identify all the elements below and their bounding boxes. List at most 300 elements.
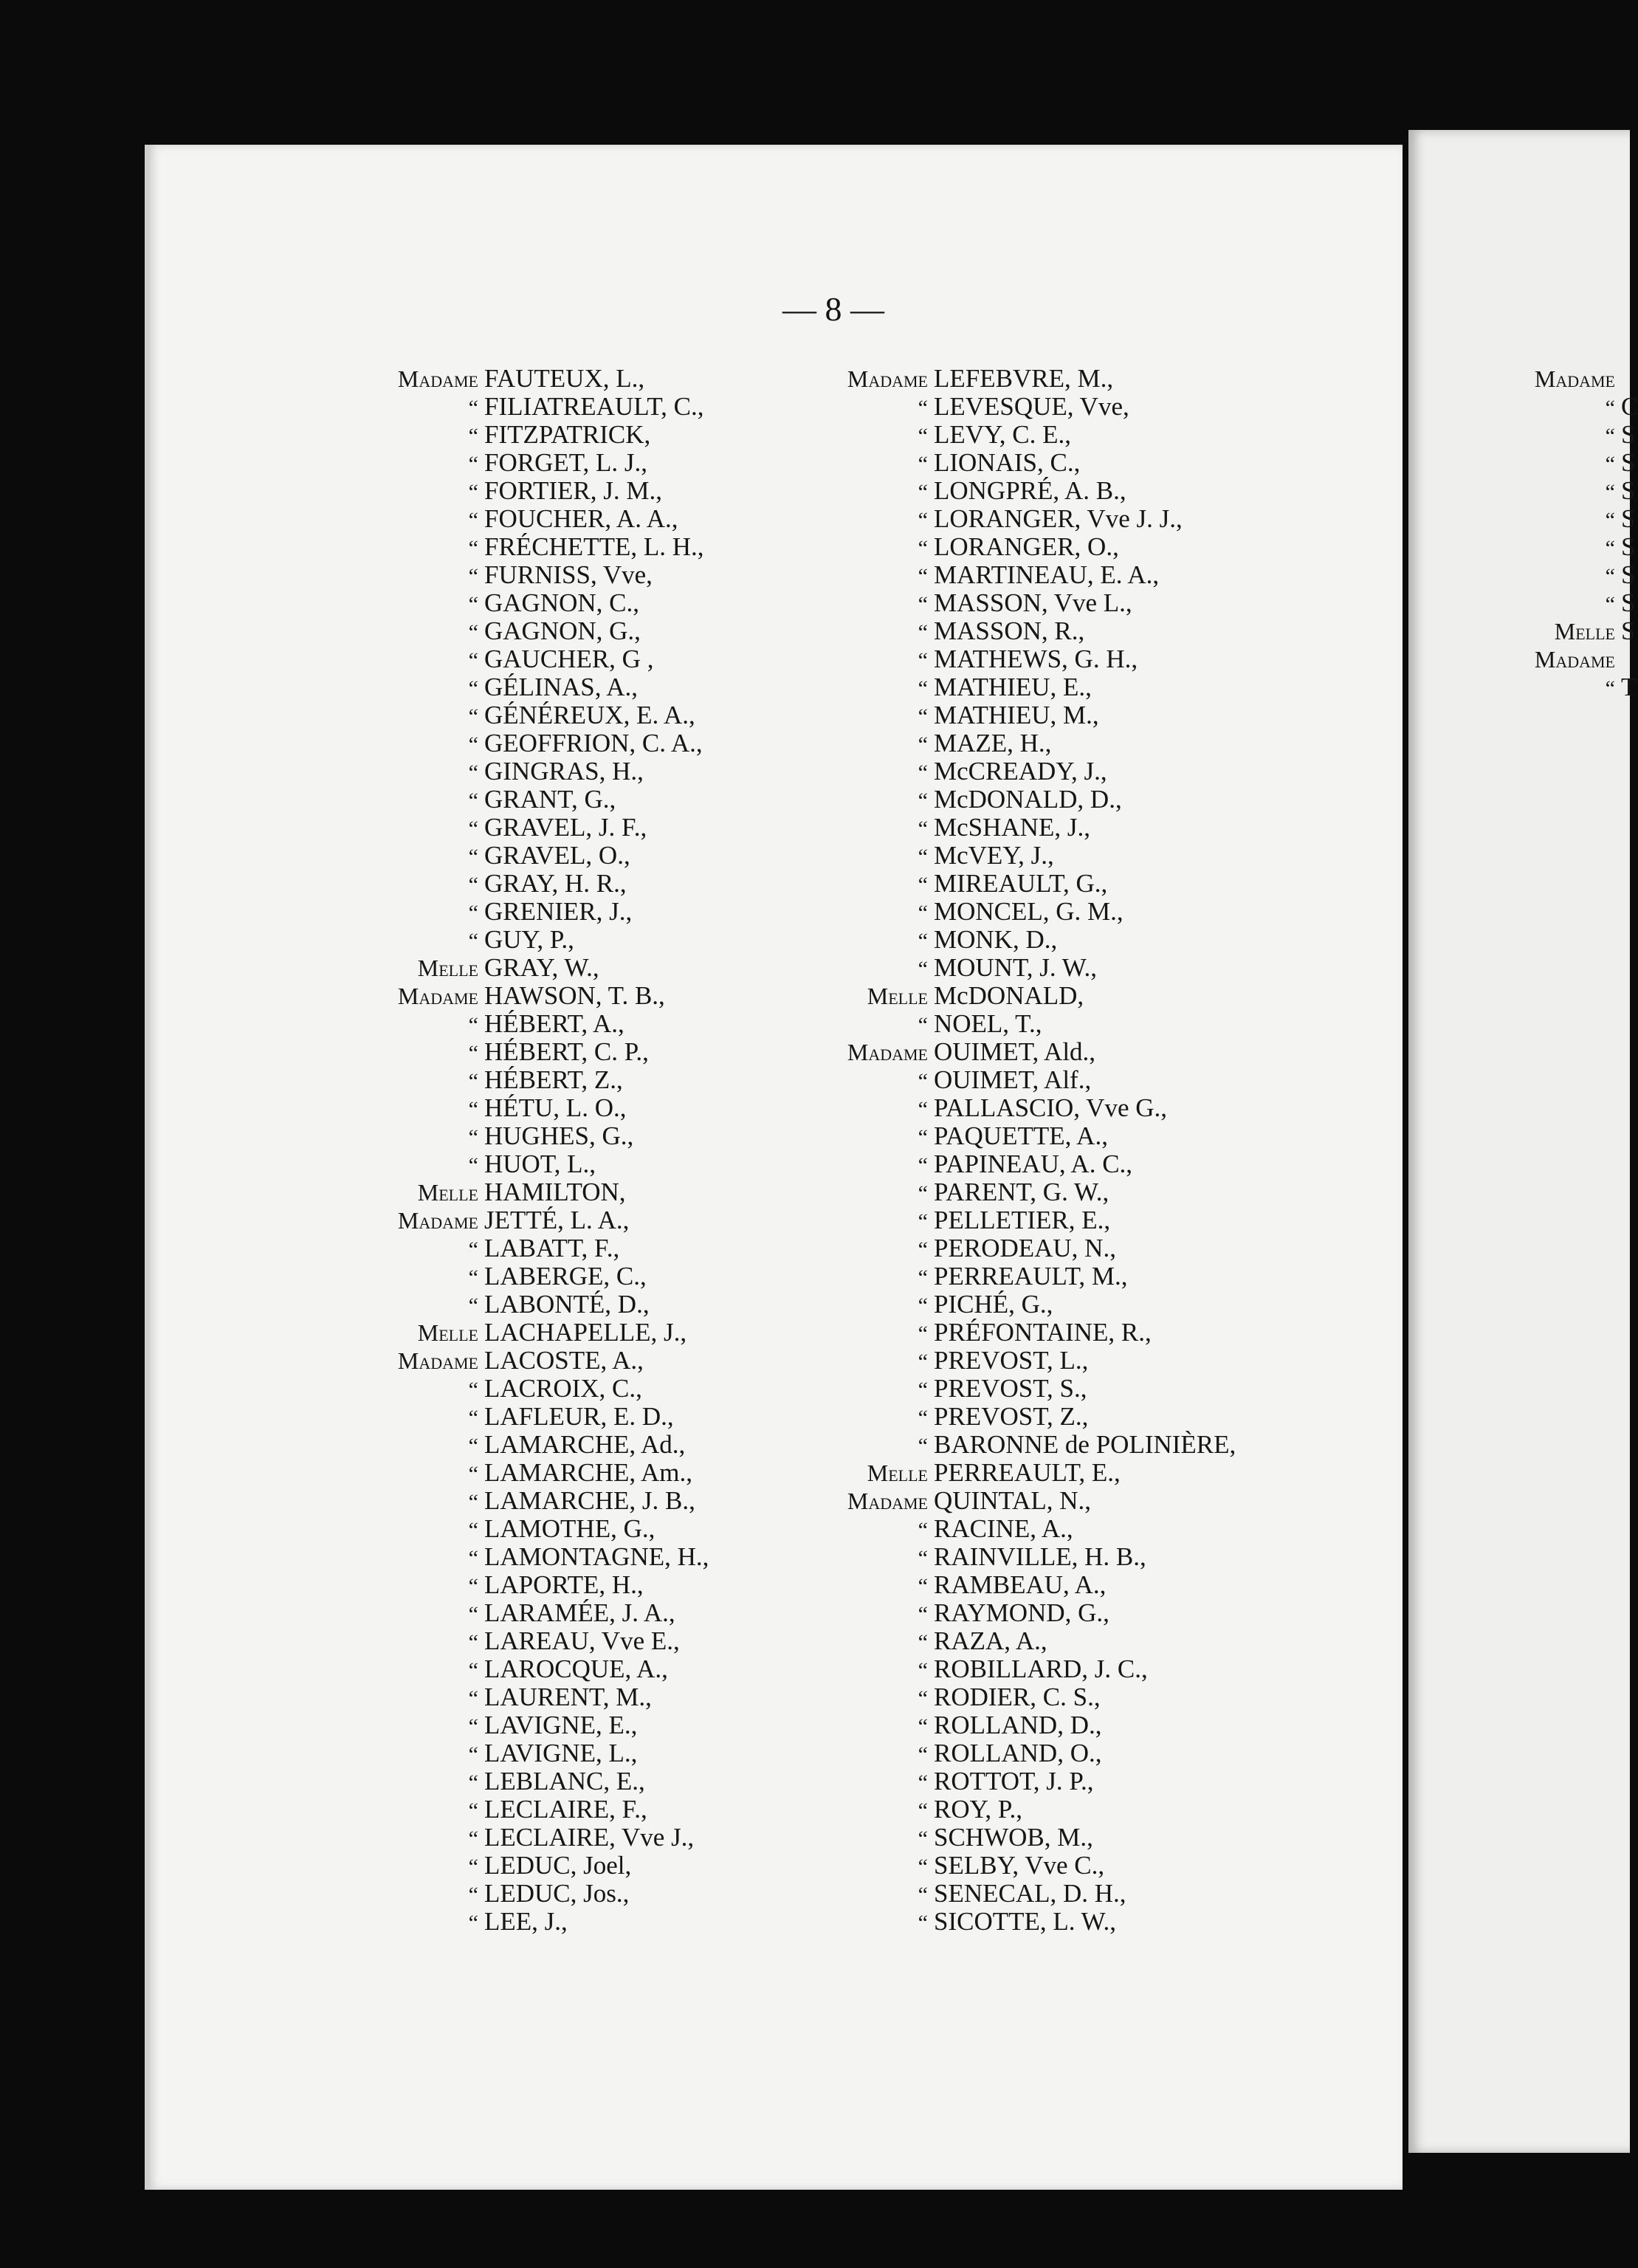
list-item [384, 1880, 709, 1908]
list-item [384, 477, 709, 505]
list-item [1521, 505, 1638, 533]
list-item [384, 1375, 709, 1403]
member-name: S [1621, 532, 1636, 561]
list-item [838, 1711, 1236, 1739]
ditto-mark: “ [1605, 396, 1615, 420]
member-name: MIREAULT, G., [934, 869, 1108, 898]
member-name: LAVIGNE, E., [484, 1711, 638, 1739]
list-item [384, 1487, 709, 1515]
ditto-mark: “ [468, 452, 478, 476]
member-name: ROLLAND, O., [934, 1739, 1102, 1767]
member-name: GRAY, W., [484, 953, 599, 982]
member-name: GAUCHER, G , [484, 645, 654, 673]
list-item [838, 673, 1236, 701]
list-item [838, 1908, 1236, 1936]
list-item [838, 1655, 1236, 1683]
ditto-mark: “ [918, 1714, 928, 1739]
list-item [838, 1122, 1236, 1150]
member-name: GÉLINAS, A., [484, 673, 639, 701]
member-name: PARENT, G. W., [934, 1178, 1109, 1206]
ditto-mark: “ [918, 676, 928, 701]
list-item [384, 982, 709, 1010]
list-item [384, 701, 709, 729]
list-item [384, 954, 709, 982]
ditto-mark: “ [468, 732, 478, 757]
list-item [838, 1038, 1236, 1066]
ditto-mark: “ [918, 1686, 928, 1711]
title-prefix: Melle [417, 955, 478, 981]
list-item [384, 1066, 709, 1094]
member-name: MATHEWS, G. H., [934, 645, 1138, 673]
ditto-mark: “ [918, 760, 928, 785]
member-name: HÉBERT, Z., [484, 1065, 623, 1094]
list-item [838, 1571, 1236, 1599]
list-item [384, 365, 709, 393]
ditto-mark: “ [918, 1770, 928, 1795]
member-name: FOUCHER, A. A., [484, 504, 678, 533]
list-item [838, 617, 1236, 645]
member-name: S [1621, 588, 1636, 617]
member-name: LACROIX, C., [484, 1374, 642, 1403]
member-name: S [1621, 476, 1636, 505]
ditto-mark: “ [918, 452, 928, 476]
list-item [1521, 477, 1638, 505]
ditto-mark: “ [918, 1911, 928, 1935]
member-name: LEE, J., [484, 1907, 568, 1936]
title-prefix: Madame [397, 1347, 478, 1374]
list-item [1521, 393, 1638, 421]
list-item [838, 982, 1236, 1010]
column-2 [838, 365, 1236, 1936]
member-name: GEOFFRION, C. A., [484, 729, 703, 757]
member-name: JETTÉ, L. A., [484, 1206, 630, 1234]
list-item [838, 842, 1236, 870]
ditto-mark: “ [468, 1490, 478, 1514]
member-name: MOUNT, J. W., [934, 953, 1098, 982]
list-item [838, 1880, 1236, 1908]
list-item [838, 1262, 1236, 1291]
ditto-mark: “ [468, 1742, 478, 1767]
ditto-mark: “ [468, 929, 478, 953]
ditto-mark: “ [918, 424, 928, 448]
member-name: GRAVEL, J. F., [484, 813, 647, 842]
member-name: S [1621, 448, 1636, 477]
member-name: LAMONTAGNE, H., [484, 1542, 709, 1571]
title-prefix: Melle [1554, 618, 1615, 645]
member-name: GINGRAS, H., [484, 757, 644, 786]
ditto-mark: “ [918, 1518, 928, 1542]
member-name: GÉNÉREUX, E. A., [484, 701, 695, 729]
list-item [384, 926, 709, 954]
member-name: GAGNON, G., [484, 616, 641, 645]
list-item [838, 1010, 1236, 1038]
list-item [838, 1234, 1236, 1262]
list-item [1521, 533, 1638, 561]
list-item [838, 1796, 1236, 1824]
member-name: McDONALD, D., [934, 785, 1122, 814]
list-item [384, 1571, 709, 1599]
member-name: GRENIER, J., [484, 897, 633, 926]
member-name: LECLAIRE, F., [484, 1795, 647, 1824]
member-name: MATHIEU, E., [934, 673, 1092, 701]
title-prefix: Madame [847, 1039, 928, 1065]
title-prefix: Melle [867, 983, 928, 1009]
member-name: MONCEL, G. M., [934, 897, 1123, 926]
ditto-mark: “ [468, 1097, 478, 1121]
member-name: McCREADY, J., [934, 757, 1107, 786]
list-item [384, 1739, 709, 1767]
member-name: LACOSTE, A., [484, 1346, 644, 1375]
list-item [384, 1599, 709, 1627]
title-prefix: Madame [1534, 365, 1615, 392]
member-name: PREVOST, S., [934, 1374, 1087, 1403]
list-item [384, 757, 709, 786]
ditto-mark: “ [468, 1770, 478, 1795]
list-item [838, 449, 1236, 477]
ditto-mark: “ [468, 817, 478, 841]
member-name: LEDUC, Joel, [484, 1851, 632, 1880]
member-name: OUIMET, Ald., [934, 1037, 1096, 1066]
list-item [838, 589, 1236, 617]
list-item [838, 1739, 1236, 1767]
list-item [838, 1206, 1236, 1234]
member-name: T [1621, 673, 1637, 701]
list-item [838, 954, 1236, 982]
ditto-mark: “ [468, 564, 478, 588]
member-name: HÉTU, L. O., [484, 1093, 627, 1122]
list-item [838, 1431, 1236, 1459]
member-name: LAFLEUR, E. D., [484, 1402, 674, 1431]
list-item [384, 617, 709, 645]
list-item [384, 1655, 709, 1683]
list-item [384, 1150, 709, 1178]
ditto-mark: “ [468, 1658, 478, 1683]
member-name: FITZPATRICK, [484, 420, 651, 449]
ditto-mark: “ [918, 873, 928, 897]
ditto-mark: “ [918, 1574, 928, 1598]
list-item [838, 1627, 1236, 1655]
list-item [838, 701, 1236, 729]
list-item [384, 1178, 709, 1206]
ditto-mark: “ [468, 1574, 478, 1598]
member-name: McDONALD, [934, 981, 1084, 1010]
member-name: C [1621, 392, 1638, 421]
title-prefix: Madame [1534, 646, 1615, 673]
member-name: LARAMÉE, J. A., [484, 1598, 675, 1627]
ditto-mark: “ [1605, 536, 1615, 560]
ditto-mark: “ [918, 1827, 928, 1851]
ditto-mark: “ [918, 704, 928, 729]
member-name: MASSON, R., [934, 616, 1085, 645]
member-name: FORTIER, J. M., [484, 476, 662, 505]
member-name: LEVESQUE, Vve, [934, 392, 1129, 421]
list-item [384, 1796, 709, 1824]
member-name: RODIER, C. S., [934, 1683, 1101, 1711]
member-name: GUY, P., [484, 925, 574, 954]
list-item [838, 757, 1236, 786]
ditto-mark: “ [468, 1125, 478, 1150]
list-item [838, 814, 1236, 842]
ditto-mark: “ [918, 536, 928, 560]
member-name: S [1621, 560, 1636, 589]
list-item [384, 1094, 709, 1122]
list-item [838, 421, 1236, 449]
member-name: HAWSON, T. B., [484, 981, 665, 1010]
list-item [838, 1319, 1236, 1347]
list-item [1521, 561, 1638, 589]
member-name: RAZA, A., [934, 1626, 1047, 1655]
member-name: PERREAULT, M., [934, 1262, 1128, 1291]
ditto-mark: “ [468, 620, 478, 645]
ditto-mark: “ [918, 592, 928, 616]
ditto-mark: “ [918, 1742, 928, 1767]
member-name: SENECAL, D. H., [934, 1879, 1126, 1908]
ditto-mark: “ [918, 1406, 928, 1430]
member-name: LAMOTHE, G., [484, 1514, 655, 1543]
ditto-mark: “ [468, 1406, 478, 1430]
member-name: FRÉCHETTE, L. H., [484, 532, 704, 561]
ditto-mark: “ [1605, 452, 1615, 476]
ditto-mark: “ [918, 1265, 928, 1290]
ditto-mark: “ [468, 901, 478, 925]
ditto-mark: “ [468, 1883, 478, 1907]
member-name: PRÉFONTAINE, R., [934, 1318, 1152, 1347]
ditto-mark: “ [468, 1602, 478, 1626]
list-item [384, 1038, 709, 1066]
member-name: OUIMET, Alf., [934, 1065, 1092, 1094]
member-name: LEFEBVRE, M., [934, 364, 1114, 393]
member-name: PELLETIER, E., [934, 1206, 1111, 1234]
member-name: ROBILLARD, J. C., [934, 1654, 1148, 1683]
member-name: LEVY, C. E., [934, 420, 1072, 449]
list-item [838, 1487, 1236, 1515]
member-name: LACHAPELLE, J., [484, 1318, 687, 1347]
member-name: PICHÉ, G., [934, 1290, 1053, 1319]
list-item [384, 449, 709, 477]
ditto-mark: “ [468, 788, 478, 813]
ditto-mark: “ [468, 1041, 478, 1065]
list-item [838, 926, 1236, 954]
ditto-mark: “ [1605, 592, 1615, 616]
list-item [384, 786, 709, 814]
title-prefix: Madame [847, 1488, 928, 1514]
list-item [1521, 449, 1638, 477]
ditto-mark: “ [918, 564, 928, 588]
list-item [1521, 673, 1638, 701]
list-item [838, 1599, 1236, 1627]
title-prefix: Madame [397, 1207, 478, 1234]
ditto-mark: “ [468, 676, 478, 701]
ditto-mark: “ [468, 845, 478, 869]
member-name: LAROCQUE, A., [484, 1654, 668, 1683]
member-name: MATHIEU, M., [934, 701, 1099, 729]
ditto-mark: “ [918, 1630, 928, 1654]
ditto-mark: “ [468, 1686, 478, 1711]
ditto-mark: “ [468, 1798, 478, 1823]
ditto-mark: “ [918, 1798, 928, 1823]
ditto-mark: “ [468, 1518, 478, 1542]
list-item [384, 1234, 709, 1262]
ditto-mark: “ [918, 508, 928, 532]
ditto-mark: “ [1605, 564, 1615, 588]
list-item [838, 477, 1236, 505]
list-item [838, 1291, 1236, 1319]
list-item [1521, 645, 1638, 673]
member-name: MARTINEAU, E. A., [934, 560, 1160, 589]
ditto-mark: “ [918, 1546, 928, 1570]
ditto-mark: “ [1605, 424, 1615, 448]
member-name: FORGET, L. J., [484, 448, 648, 477]
ditto-mark: “ [468, 1546, 478, 1570]
member-name: MAZE, H., [934, 729, 1052, 757]
title-prefix: Madame [397, 983, 478, 1009]
list-item [1521, 421, 1638, 449]
member-name: PREVOST, L., [934, 1346, 1089, 1375]
ditto-mark: “ [468, 648, 478, 673]
ditto-mark: “ [918, 957, 928, 981]
ditto-mark: “ [918, 1097, 928, 1121]
list-item [838, 645, 1236, 673]
title-prefix: Melle [867, 1460, 928, 1486]
ditto-mark: “ [468, 873, 478, 897]
ditto-mark: “ [918, 1378, 928, 1402]
member-name: RAINVILLE, H. B., [934, 1542, 1146, 1571]
list-item [384, 1403, 709, 1431]
title-prefix: Melle [417, 1319, 478, 1346]
ditto-mark: “ [918, 788, 928, 813]
list-item [838, 729, 1236, 757]
ditto-mark: “ [468, 508, 478, 532]
list-item [384, 645, 709, 673]
ditto-mark: “ [1605, 480, 1615, 504]
member-name: LAMARCHE, J. B., [484, 1486, 695, 1515]
list-item [838, 1515, 1236, 1543]
member-name: LAPORTE, H., [484, 1570, 644, 1599]
member-name: HUOT, L., [484, 1150, 596, 1178]
member-name: LAMARCHE, Ad., [484, 1430, 686, 1459]
list-item [838, 561, 1236, 589]
list-item [384, 1319, 709, 1347]
member-name: RACINE, A., [934, 1514, 1073, 1543]
page-number: — 8 — [782, 290, 884, 328]
ditto-mark: “ [468, 1153, 478, 1178]
member-name: GAGNON, C., [484, 588, 639, 617]
title-prefix: Melle [417, 1179, 478, 1206]
list-item [384, 1767, 709, 1796]
list-item [838, 1459, 1236, 1487]
member-name: S [1621, 420, 1636, 449]
ditto-mark: “ [468, 1714, 478, 1739]
ditto-mark: “ [468, 1265, 478, 1290]
member-name: S [1621, 616, 1636, 645]
list-item [838, 365, 1236, 393]
member-name: SICOTTE, L. W., [934, 1907, 1116, 1936]
ditto-mark: “ [1605, 508, 1615, 532]
list-item [384, 1627, 709, 1655]
list-item [384, 1262, 709, 1291]
member-name: SCHWOB, M., [934, 1823, 1093, 1852]
member-name: SELBY, Vve C., [934, 1851, 1105, 1880]
list-item [384, 561, 709, 589]
member-name: FILIATREAULT, C., [484, 392, 704, 421]
ditto-mark: “ [468, 1293, 478, 1318]
list-item [384, 505, 709, 533]
member-name: GRAY, H. R., [484, 869, 627, 898]
list-item [838, 1066, 1236, 1094]
ditto-mark: “ [1605, 676, 1615, 701]
list-item [384, 1122, 709, 1150]
list-item [1521, 365, 1638, 393]
member-name: ROLLAND, D., [934, 1711, 1102, 1739]
member-name: QUINTAL, N., [934, 1486, 1091, 1515]
ditto-mark: “ [918, 929, 928, 953]
list-item [1521, 617, 1638, 645]
list-item [838, 393, 1236, 421]
member-name: McSHANE, J., [934, 813, 1090, 842]
list-item [838, 1543, 1236, 1571]
ditto-mark: “ [918, 1322, 928, 1346]
ditto-mark: “ [918, 620, 928, 645]
ditto-mark: “ [918, 1350, 928, 1374]
ditto-mark: “ [468, 1013, 478, 1037]
ditto-mark: “ [468, 1855, 478, 1879]
ditto-mark: “ [918, 1153, 928, 1178]
ditto-mark: “ [468, 480, 478, 504]
member-name: MONK, D., [934, 925, 1058, 954]
list-item [384, 1291, 709, 1319]
list-item [838, 505, 1236, 533]
ditto-mark: “ [468, 704, 478, 729]
list-item [838, 1852, 1236, 1880]
title-prefix: Madame [847, 365, 928, 392]
member-name: PAQUETTE, A., [934, 1121, 1108, 1150]
ditto-mark: “ [918, 732, 928, 757]
list-item [384, 842, 709, 870]
ditto-mark: “ [918, 1069, 928, 1093]
list-item [384, 1010, 709, 1038]
ditto-mark: “ [468, 1069, 478, 1093]
member-name: LABERGE, C., [484, 1262, 647, 1291]
list-item [384, 673, 709, 701]
list-item [838, 898, 1236, 926]
list-item [384, 1824, 709, 1852]
list-item [838, 1683, 1236, 1711]
member-name: LABONTÉ, D., [484, 1290, 650, 1319]
list-item [838, 1767, 1236, 1796]
member-name: ROTTOT, J. P., [934, 1767, 1094, 1796]
list-item [1521, 589, 1638, 617]
member-name: GRAVEL, O., [484, 841, 630, 870]
member-name: LAREAU, Vve E., [484, 1626, 680, 1655]
member-name: LORANGER, Vve J. J., [934, 504, 1183, 533]
ditto-mark: “ [918, 396, 928, 420]
list-item [838, 786, 1236, 814]
list-item [384, 898, 709, 926]
ditto-mark: “ [918, 817, 928, 841]
ditto-mark: “ [468, 1434, 478, 1458]
member-name: HÉBERT, A., [484, 1009, 624, 1038]
column-1 [384, 365, 709, 1936]
list-item [384, 1543, 709, 1571]
member-name: NOEL, T., [934, 1009, 1042, 1038]
member-name: LAURENT, M., [484, 1683, 652, 1711]
list-item [384, 1431, 709, 1459]
member-name: PALLASCIO, Vve G., [934, 1093, 1168, 1122]
title-prefix: Madame [397, 365, 478, 392]
ditto-mark: “ [468, 1378, 478, 1402]
ditto-mark: “ [918, 1293, 928, 1318]
ditto-mark: “ [918, 1013, 928, 1037]
